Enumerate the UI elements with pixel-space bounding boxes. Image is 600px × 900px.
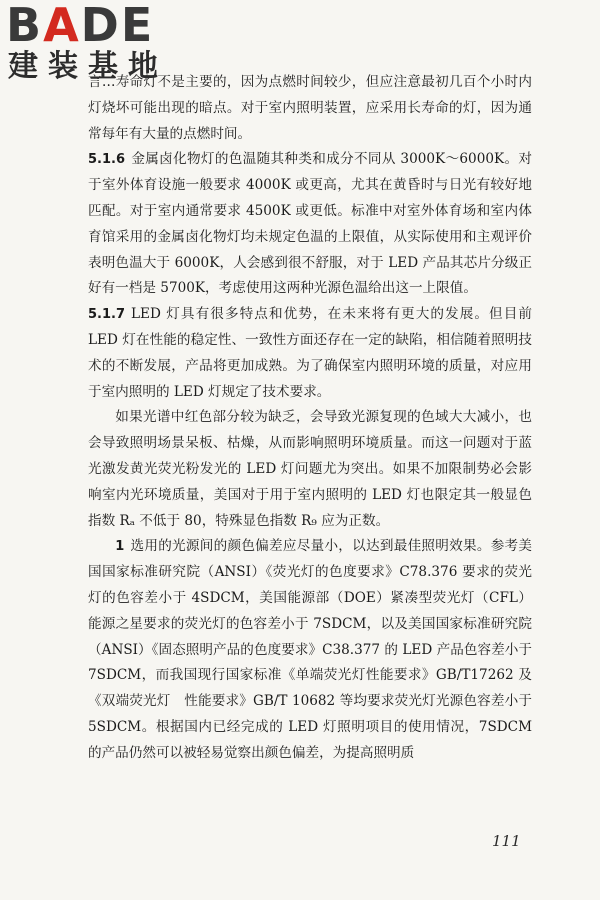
logo-letter-b: B [6, 0, 44, 52]
paragraph-text: 言…寿命灯不是主要的，因为点燃时间较少，但应注意最初几百个小时内灯烧坏可能出现的暗点。对于室内照明装置，应采用长寿命的灯，因为通常每年有大量的点燃时间。 [88, 74, 532, 142]
logo-wordmark [6, 0, 154, 50]
logo-subtitle: 建装基地 [8, 49, 168, 84]
section-5-1-7 [88, 302, 532, 405]
logo-letter-a: A [43, 0, 81, 52]
paragraph-text: 如果光谱中红色部分较为缺乏，会导致光源复现的色域大大减小，也会导致照明场景呆板、枯燥，从而影响照明环境质量。而这一问题对于蓝光激发黄光荧光粉发光的 LED 灯问题尤为突出。如果不加限制势必会影响室内光环境质量，美国对于用于室内照明的 LED 灯也限定其一般显色指数 Rₐ 不低于 80，特殊显色指数 R₉ 应为正数。 [88, 409, 532, 529]
section-5-1-6 [88, 147, 532, 302]
paragraph-text: 选用的光源间的颜色偏差应尽量小，以达到最佳照明效果。参考美国国家标准研究院（ANSI）《荧光灯的色度要求》C78.376 要求的荧光灯的色容差小于 4SDCM，美国能源部（DOE）紧凑型荧光灯（CFL）能源之星要求的荧光灯的色容差小于 7SDCM，以及美国国家标准研究院（ANSI）《固态照明产品的色度要求》C38.377 的 LED 产品色容差小于 7SDCM，而我国现行国家标准《单端荧光灯性能要求》GB/T17262 及《双端荧光灯 性能要求》GB/T 10682 等均要求荧光灯光源色容差小于 5SDCM。根据国内已经完成的 LED 灯照明项目的使用情况，7SDCM 的产品仍然可以被轻易觉察出颜色偏差，为提高照明质 [88, 538, 532, 761]
page-body [88, 70, 532, 767]
paragraph-spectrum [88, 405, 532, 534]
paragraph-text: LED 灯具有很多特点和优势，在未来将有更大的发展。但目前 LED 灯在性能的稳定性、一致性方面还存在一定的缺陷，相信随着照明技术的不断发展，产品将更加成熟。为了确保室内照明环境的质量，对应用于室内照明的 LED 灯规定了技术要求。 [88, 306, 532, 400]
logo-letters-de: DE [80, 0, 155, 52]
section-number: 5.1.7 [88, 307, 126, 323]
section-number: 5.1.6 [88, 152, 126, 168]
logo [6, 0, 196, 92]
paragraph-text: 金属卤化物灯的色温随其种类和成分不同从 3000K～6000K。对于室外体育设施一般要求 4000K 或更高，尤其在黄昏时与日光有较好地匹配。对于室内通常要求 4500K 或更低。标准中对室外体育场和室内体育馆采用的金属卤化物灯均未规定色温的上限值，从实际使用和主观评价表明色温大于 6000K，人会感到很不舒服，对于 LED 产品其芯片分级正好有一档是 5700K，考虑使用这两种光源色温给出这一上限值。 [88, 151, 532, 297]
clause-item-1 [88, 534, 532, 766]
page-number: 111 [492, 832, 521, 850]
clause-number: 1 [115, 539, 125, 555]
